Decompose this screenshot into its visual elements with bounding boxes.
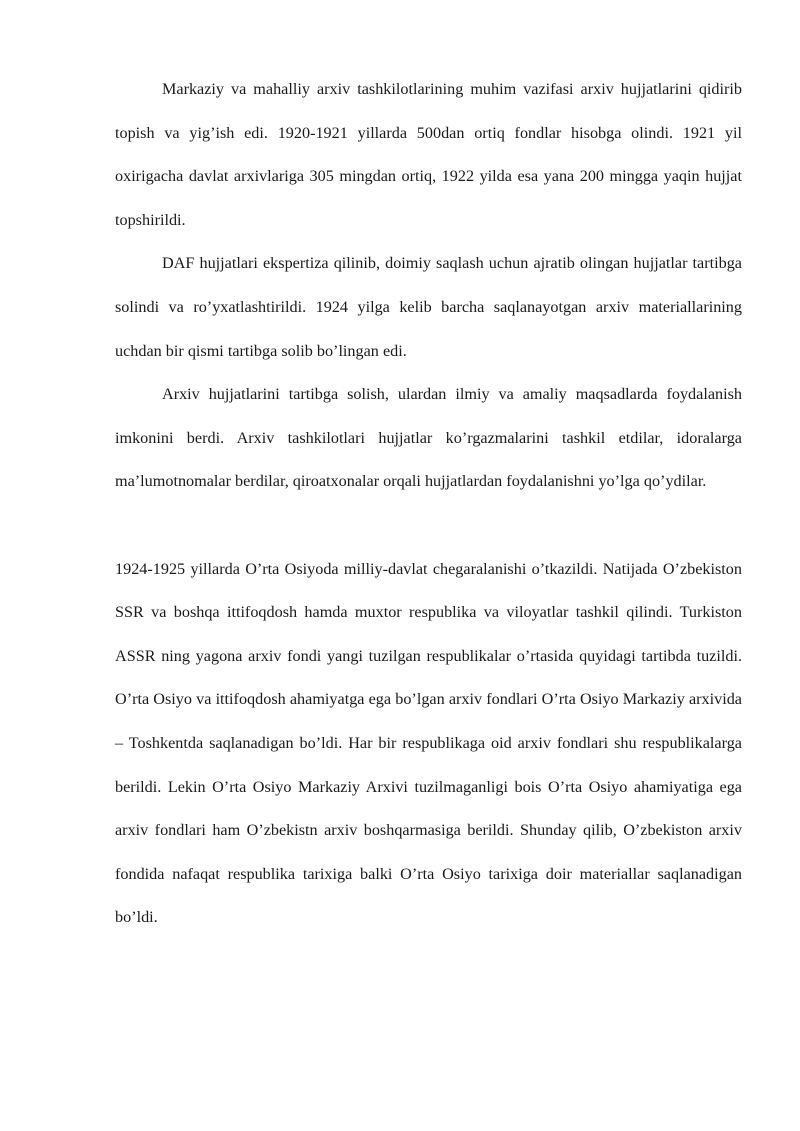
document-page [115, 68, 742, 940]
paragraph-daf-expertise: DAF hujjatlari ekspertiza qilinib, doimiy saqlash uchun ajratib olingan hujjatlar tartibga solindi va ro’yxatlashtirildi. 1924 yilga kelib barcha saqlanayotgan arxiv materiallarining uchdan bir qismi tartibga solib bo’lingan edi. [115, 254, 742, 360]
paragraph-archive-collection: Markaziy va mahalliy arxiv tashkilotlarining muhim vazifasi arxiv hujjatlarini qidirib topish va yig’ish edi. 1920-1921 yillarda 500dan ortiq fondlar hisobga olindi. 1921 yil oxirigacha davlat arxivlariga 305 mingdan ortiq, 1922 yilda esa yana 200 mingga yaqin hujjat topshirildi. [115, 80, 742, 229]
paragraph-spacer [115, 504, 742, 548]
paragraph-border-delimitation: 1924-1925 yillarda O’rta Osiyoda milliy-davlat chegaralanishi o’tkazildi. Natijada O’zbekiston SSR va boshqa ittifoqdosh hamda muxtor respublika va viloyatlar tashkil qilindi. Turkiston ASSR ning yagona arxiv fondi yangi tuzilgan respublikalar o’rtasida quyidagi tartibda tuzildi. O’rta Osiyo va ittifoqdosh ahamiyatga ega bo’lgan arxiv fondlari O’rta Osiyo Markaziy arxivida – Toshkentda saqlanadigan bo’ldi. Har bir respublikaga oid arxiv fondlari shu respublikalarga berildi. Lekin O’rta Osiyo Markaziy Arxivi tuzilmaganligi bois O’rta Osiyo ahamiyatiga ega arxiv fondlari ham O’zbekistn arxiv boshqarmasiga berildi. Shunday qilib, O’zbekiston arxiv fondida nafaqat respublika tarixiga balki O’rta Osiyo tarixiga doir materiallar saqlanadigan bo’ldi. [115, 559, 742, 927]
paragraph-archive-use: Arxiv hujjatlarini tartibga solish, ulardan ilmiy va amaliy maqsadlarda foydalanish imkonini berdi. Arxiv tashkilotlari hujjatlar ko’rgazmalarini tashkil etdilar, idoralarga ma’lumotnomalar berdilar, qiroatxonalar orqali hujjatlardan foydalanishni yo’lga qo’ydilar. [115, 385, 742, 491]
